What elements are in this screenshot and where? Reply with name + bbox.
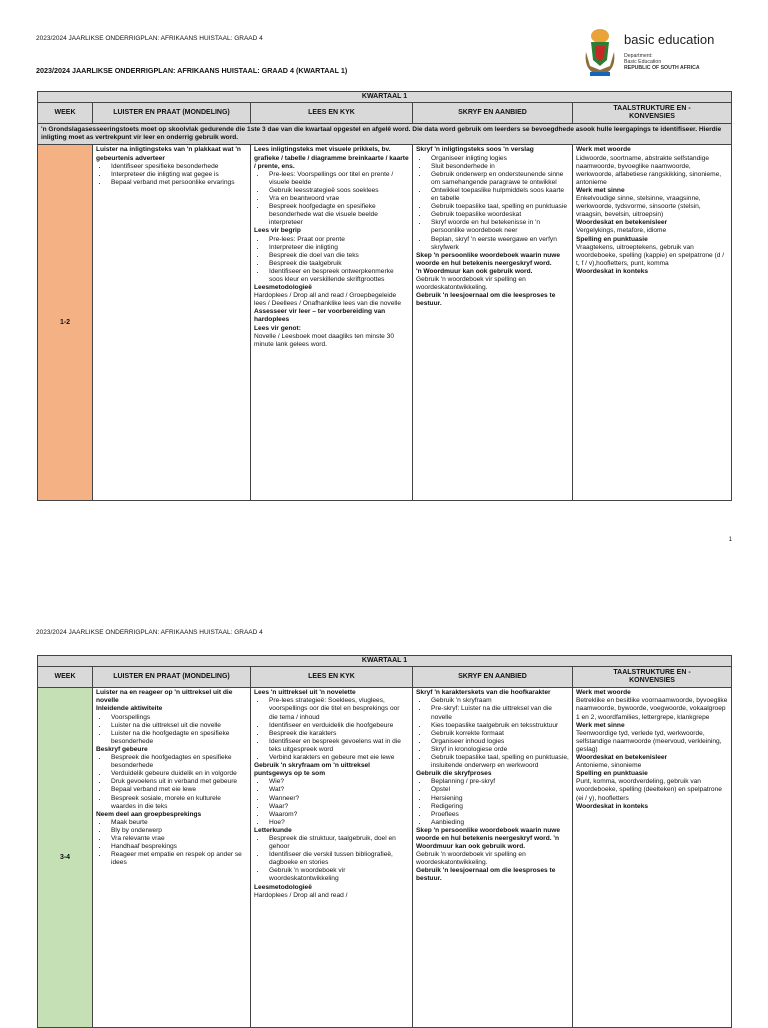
list-item: • Vra en beantwoord vrae [266, 195, 409, 203]
list-item: • Kies toepaslike taalgebruik en teksstruktuur [428, 722, 569, 730]
cell-text: Enkelvoudige sinne, stelsinne, vraagsinne, werkwoorde, tydsvorme, sinsoorte (stelsin, vraagsin, bevelsin, uitroepsin) [576, 195, 701, 219]
list-item: • Bespreek die taalgebruik [266, 260, 409, 268]
cell-subheading: Gebruik 'n leesjoernaal om die leesproses te bestuur. [416, 867, 556, 883]
cell-subheading: Assesseer vir leer – ter voorbereiding van hardoplees [254, 308, 386, 324]
list-item: • Identifiseer en bespreek ontwerpkenmerke soos kleur en verskillende skriftgroottes [266, 268, 409, 284]
cell-subheading: Werk met woorde [576, 146, 631, 154]
cell-text: Gebruik 'n woordeboek vir spelling en woordeskatontwikkeling. [416, 275, 526, 292]
list-item: • Vra relevante vrae [108, 835, 247, 843]
list-item: • Bespreek die hoofgedagtes en spesifieke besonderhede [108, 754, 247, 770]
col-header-writing: SKRYF EN AANBIED [413, 667, 573, 688]
list-item: • Gebruik toepaslike taal, spelling en punktuasie [428, 203, 569, 211]
list-item: • Identifiseer spesifieke besonderhede [108, 163, 247, 171]
list-item: • Pre-lees: Praat oor prente [266, 236, 409, 244]
list-item: • Bepaal verband met eie lewe [108, 786, 247, 794]
list-item: • Reageer met empatie en respek op ander se idees [108, 851, 247, 867]
list-item: • Voorspellings [108, 714, 247, 722]
cell-text: Hardoplees / Drop all and read / [254, 891, 348, 899]
list-item: • Pre-lees: Voorspellings oor titel en prente / visuele beelde [266, 171, 409, 187]
cell-text: Vergelykings, metafore, idiome [576, 227, 667, 235]
list-item: • Redigering [428, 803, 569, 811]
list-item: • Pre-skryf: Luister na die uittreksel van die novelle [428, 705, 569, 721]
logo-title: basic education [624, 32, 715, 47]
bullet-list [416, 778, 569, 827]
list-item: • Identifiseer en verduidelik die hoofgebeure [266, 722, 409, 730]
list-item: • Bespreek hoofgedagte en spesifieke besonderhede wat die visuele beelde interpreteer [266, 203, 409, 227]
list-item: • Gebruik 'n woordeboek vir woordeskatontwikkeling [266, 867, 409, 883]
list-item: • Proeflees [428, 811, 569, 819]
cell-text: Teenwoordige tyd, verlede tyd, werkwoorde, selfstandige naamwoorde (meervoud, verkleining, geslag) [576, 729, 722, 753]
col-header-language: TAALSTRUKTURE EN -KONVENSIES [573, 667, 732, 688]
cell-subheading: Spelling en punktuasie [576, 235, 648, 243]
logo-line-3: REPUBLIC OF SOUTH AFRICA [624, 65, 700, 71]
cell-heading: Skryf 'n karakterskets van die hoofkarakter [416, 689, 551, 697]
language-cell [573, 688, 732, 1028]
cell-text: Betreklike en besitlike voornaamwoorde, byvoeglike naamwoorde, bywoorde, voegwoorde, vokaalgroep 1 en 2, woordfamilies, lettergrepe, klankgrepe [576, 697, 728, 721]
cell-subheading: Spelling en punktuasie [576, 770, 648, 778]
col-header-week: WEEK [38, 667, 93, 688]
cell-subheading: Gebruik 'n leesjoernaal om die leesproses te bestuur. [416, 292, 556, 308]
list-item: • Waarom? [266, 811, 409, 819]
cell-subheading: Gebruik die skryfproses [416, 770, 492, 778]
list-item: • Wat? [266, 786, 409, 794]
list-item: • Interpreteer die inligting [266, 244, 409, 252]
list-item: • Skryf woorde en hul betekenisse in 'n persoonlike woordeboek neer [428, 219, 569, 235]
cell-subheading: Werk met sinne [576, 186, 625, 194]
list-item: • Gebruik onderwerp en ondersteunende sinne om samehangende paragrawe te ontwikkel [428, 171, 569, 187]
cell-subheading: Lees vir begrip [254, 227, 301, 235]
bullet-list [254, 835, 409, 884]
cell-heading: Lees 'n uittreksel uit 'n novelette [254, 689, 356, 697]
list-item: • Gebruik toepaslike woordeskat [428, 211, 569, 219]
list-item: • Opstel [428, 786, 569, 794]
list-item: • Luister na die uittreksel uit die novelle [108, 722, 247, 730]
running-header: 2023/2024 JAARLIKSE ONDERRIGPLAN: AFRIKAANS HUISTAAL: GRAAD 4 [36, 35, 263, 42]
cell-text: Vraagtekens, uitroeptekens, gebruik van woordeboeke, spelling (kappie) en spelpatrone (d / t, f / v),hoofletters, punt, komma [576, 243, 725, 267]
list-item: • Gebruik 'n skryfraam [428, 697, 569, 705]
week-label: 3-4 [38, 688, 93, 1028]
list-item: • Bepaal verband met persoonlike ervarings [108, 179, 247, 187]
col-header-reading: LEES EN KYK [251, 103, 413, 124]
list-item: • Handhaaf besprekings [108, 843, 247, 851]
list-item: • Beplan, skryf 'n eerste weergawe en verfyn skryfwerk [428, 236, 569, 252]
cell-subheading: Woordeskat en betekenisleer [576, 219, 668, 227]
cell-subheading: Gebruik 'n skryfraam om 'n uittreksel puntsgewys op te som [254, 762, 371, 778]
col-header-reading: LEES EN KYK [251, 667, 413, 688]
page-number: 1 [728, 537, 732, 543]
bullet-list [254, 697, 409, 762]
list-item: • Organiseer inligting logies [428, 155, 569, 163]
logo-line-1: Department: [624, 53, 653, 59]
col-header-week: WEEK [38, 103, 93, 124]
list-item: • Aanbieding [428, 819, 569, 827]
list-item: • Identifiseer en bespreek gevoelens wat in die teks uitgespreek word [266, 738, 409, 754]
cell-text: Hardoplees / Drop all and read / Groepbegeleide lees / Deellees / Onafhanklike lees van die novelle [254, 292, 401, 308]
list-item: • Druk gevoelens uit in verband met gebeure [108, 778, 247, 786]
cell-subheading: Skep 'n persoonlike woordeboek waarin nuwe woorde en hul betekenis neergeskryf word. 'n Woordmuur kan ook gebruik word. [416, 826, 561, 851]
bullet-list [96, 819, 247, 868]
list-item: • Verduidelik gebeure duidelik en in volgorde [108, 770, 247, 778]
cell-heading: Lees inligtingsteks met visuele prikkels, bv. grafieke / tabelle / diagramme breinkaarte / kaarte / prente, ens. [254, 146, 409, 170]
cell-subheading: Leesmetodologieë [254, 883, 312, 891]
list-item: • Bespreek die doel van die teks [266, 252, 409, 260]
list-item: • Waar? [266, 803, 409, 811]
list-item: • Bespreek sosiale, morele en kulturele waardes in die teks [108, 795, 247, 811]
cell-subheading: Werk met sinne [576, 721, 625, 729]
bullet-list [254, 778, 409, 827]
list-item: • Gebruik toepaslike taal, spelling en punktuasie, insluitende onderwerp en werkwoord [428, 754, 569, 770]
cell-subheading: Beskryf gebeure [96, 745, 148, 753]
cell-heading: Luister na en reageer op 'n uittreksel uit die novelle [96, 689, 233, 705]
list-item: • Skryf in kronologiese orde [428, 746, 569, 754]
cell-subheading: Woordeskat en betekenisleer [576, 754, 668, 762]
list-item: • Identifiseer die verskil tussen bibliografieë, dagboeke en stories [266, 851, 409, 867]
list-item: • Bespreek die struktuur, taalgebruik, doel en gehoor [266, 835, 409, 851]
cell-subheading: Lees vir genot: [254, 324, 301, 332]
writing-cell [413, 688, 573, 1028]
cell-subheading: Woordeskat in konteks [576, 802, 649, 810]
bullet-list [96, 754, 247, 811]
list-item: • Wie? [266, 778, 409, 786]
list-item: • Interpreteer die inligting wat gegee is [108, 171, 247, 179]
week-label: 1-2 [38, 145, 93, 501]
list-item: • Hoe? [266, 819, 409, 827]
list-item: • Organiseer inhoud logies [428, 738, 569, 746]
cell-heading: Luister na inligtingsteks van 'n plakkaat wat 'n gebeurtenis adverteer [96, 146, 241, 162]
assessment-note: 'n Grondslagasesseeringstoets moet op skoolvlak gedurende die 1ste 3 dae van die kwartaal opgestel en afgelê word. Die data word gebruik om leerders se bevoegdhede asook hulle leergapings te identifiseer. Hierdie inligting moet as vertrekpunt vir leer en onderrig gebruik word. [38, 124, 732, 145]
list-item: • Ontwikkel toepaslike hulpmiddels soos kaarte en tabelle [428, 187, 569, 203]
list-item: • Gebruik leesstrategieë soos soeklees [266, 187, 409, 195]
plan-table-2 [37, 655, 732, 1028]
cell-text: Gebruik 'n woordeboek vir spelling en woordeskatontwikkeling. [416, 851, 526, 867]
document-title: 2023/2024 JAARLIKSE ONDERRIGPLAN: AFRIKAANS HUISTAAL: GRAAD 4 (KWARTAAL 1) [36, 66, 348, 75]
list-item: • Sluit besonderhede in [428, 163, 569, 171]
list-item: • Beplanning / pre-skryf [428, 778, 569, 786]
bullet-list [416, 697, 569, 770]
list-item: • Bespreek die karakters [266, 730, 409, 738]
list-item: • Pre-lees strategieë: Soeklees, vluglees, voorspellings oor die titel en besprekings oor die tema / inhoud [266, 697, 409, 721]
list-item: • Luister na die hoofgedagte en spesifieke besonderhede [108, 730, 247, 746]
list-item: • Gebruik korrekte formaat [428, 730, 569, 738]
bullet-list [96, 714, 247, 746]
col-header-listening: LUISTER EN PRAAT (MONDELING) [93, 103, 251, 124]
cell-subheading: Neem deel aan groepbesprekings [96, 810, 202, 818]
list-item: • Verbind karakters en gebeure met eie lewe [266, 754, 409, 762]
cell-text: Novelle / Leesboek moet daagliks ten minste 30 minute lank gelees word. [254, 332, 395, 348]
term-header: KWARTAAL 1 [38, 92, 732, 103]
cell-heading: Skryf 'n inligtingsteks soos 'n verslag [416, 146, 534, 154]
list-item: • Hersiening [428, 795, 569, 803]
list-item: • Maak beurte [108, 819, 247, 827]
cell-subheading: Leesmetodologieë [254, 284, 312, 292]
cell-subheading: Inleidende aktiwiteite [96, 705, 163, 713]
cell-subheading: Woordeskat in konteks [576, 267, 649, 275]
list-item: • Bly by onderwerp [108, 827, 247, 835]
cell-subheading: 'n Woordmuur kan ook gebruik word. [416, 267, 533, 275]
reading-cell [251, 688, 413, 1028]
cell-subheading: Werk met woorde [576, 689, 631, 697]
listening-cell [93, 688, 251, 1028]
cell-subheading: Letterkunde [254, 826, 292, 834]
term-header: KWARTAAL 1 [38, 656, 732, 667]
col-header-writing: SKRYF EN AANBIED [413, 103, 573, 124]
list-item: • Wanneer? [266, 795, 409, 803]
cell-text: Punt, komma, woordverdeling, gebruik van woordeboeke, spelling (deelteken) en spelpatrone (ei / y), hoofletters [576, 778, 722, 802]
col-header-listening: LUISTER EN PRAAT (MONDELING) [93, 667, 251, 688]
cell-text: Lidwoorde, soortname, abstrakte selfstandige naamwoorde, byvoeglike naamwoorde, werkwoorde, alfabetiese rangskikking, sinonieme, antonieme [576, 154, 722, 186]
col-header-language: TAALSTRUKTURE EN -KONVENSIES [573, 103, 732, 124]
logo-line-2: Basic Education [624, 59, 662, 65]
cell-subheading: Skep 'n persoonlike woordeboek waarin nuwe woorde en hul betekenis neergeskryf word. [416, 251, 561, 267]
cell-text: Antonieme, sinonieme [576, 762, 642, 770]
running-header: 2023/2024 JAARLIKSE ONDERRIGPLAN: AFRIKAANS HUISTAAL: GRAAD 4 [36, 629, 263, 636]
